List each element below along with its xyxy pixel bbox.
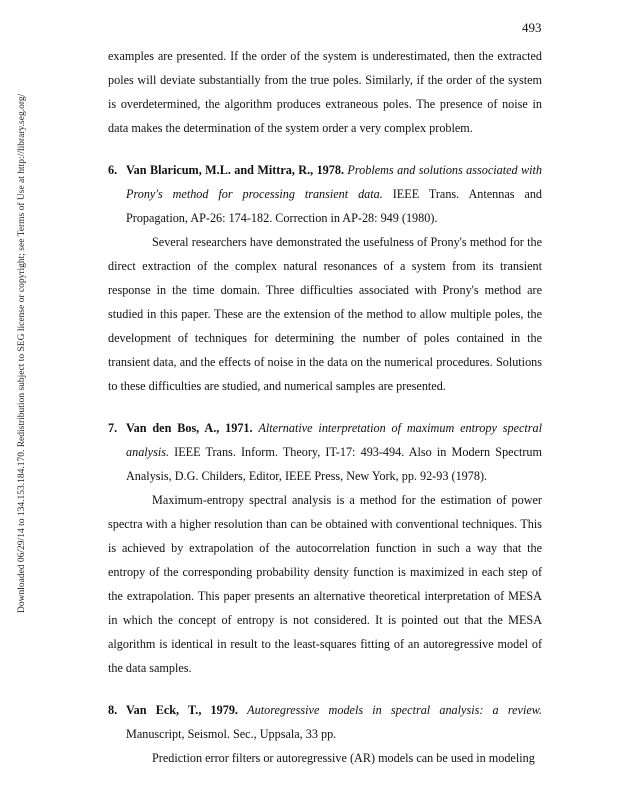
reference-source: IEEE Trans. Inform. Theory, IT-17: 493-494. Also in Modern Spectrum Analysis, D.G. Childers, Editor, IEEE Press, New York, pp. 92-93 (1978). [126,445,542,483]
reference-abstract: Maximum-entropy spectral analysis is a method for the estimation of power spectra with a higher resolution than can be obtained with conventional techniques. This is achieved by extrapolation of the autocorrelation function in such a way that the entropy of the corresponding probability density function is maximized in each step of the extrapolation. This paper presents an alternative theoretical interpretation of MESA in which the concept of entropy is not considered. It is pointed out that the MESA algorithm is identical in result to the least-squares fitting of an autoregressive model of the data samples. [108,493,542,675]
reference-abstract: Several researchers have demonstrated the usefulness of Prony's method for the direct extraction of the complex natural resonances of a system from its transient response in the time domain. Three difficulties associated with Prony's method are studied in this paper. These are the extension of the method to allow multiple poles, the development of techniques for determining the number of poles contained in the transient data, and the effects of noise in the data on the numerical procedures. Solutions to these difficulties are studied, and numerical samples are presented. [108,235,542,393]
reference-title: Autoregressive models in spectral analysis: a review. [247,703,543,717]
reference-author: Van den Bos, A., 1971. [126,421,253,435]
reference-author: Van Blaricum, M.L. and Mittra, R., 1978. [126,163,344,177]
reference-source: Manuscript, Seismol. Sec., Uppsala, 33 pp. [126,727,337,741]
reference-title: Alternative interpretation of maximum entropy spectral analysis. [126,421,542,459]
reference-abstract: Prediction error filters or autoregressive (AR) models can be used in modeling [152,751,535,765]
reference-source: IEEE Trans. Antennas and Propagation, AP-26: 174-182. Correction in AP-28: 949 (1980). [126,187,543,225]
reference-number: 6. [108,163,118,177]
reference-entry-6 [108,158,542,398]
reference-number: 8. [108,703,118,717]
download-notice: Downloaded 06/29/14 to 134.153.184.170. Redistribution subject to SEG license or copyright; see Terms of Use at http://library.seg.org/ [17,93,27,613]
reference-entry-7 [108,416,542,680]
reference-entry-8 [108,698,542,770]
intro-paragraph: examples are presented. If the order of the system is underestimated, then the extracted poles will deviate substantially from the true poles. Similarly, if the order of the system is overdetermined, the algorithm produces extraneous poles. The presence of noise in data makes the determination of the system order a very complex problem. [108,49,542,135]
document-body [108,44,542,770]
reference-number: 7. [108,421,118,435]
reference-author: Van Eck, T., 1979. [126,703,238,717]
page-number: 493 [522,20,542,35]
reference-title: Problems and solutions associated with Prony's method for processing transient data. [126,163,543,201]
